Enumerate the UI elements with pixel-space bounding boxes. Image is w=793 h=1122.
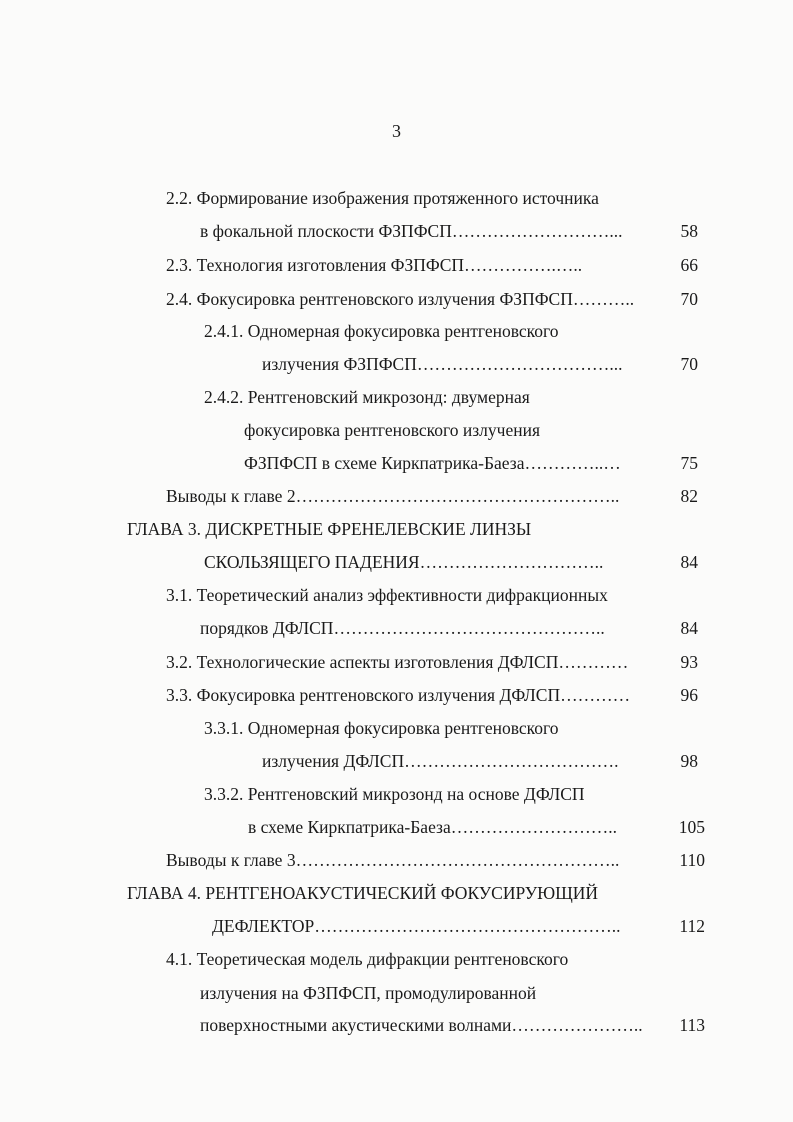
toc-line [0, 385, 793, 409]
toc-entry-text: 2.4. Фокусировка рентгеновского излучения ФЗПФСП……….. [166, 289, 635, 309]
toc-entry-text: 3.2. Технологические аспекты изготовления ДФЛСП………… [166, 652, 629, 672]
toc-page-number: 93 [680, 652, 698, 672]
toc-line [0, 352, 793, 376]
toc-entry-text: фокусировка рентгеновского излучения [244, 420, 540, 440]
toc-entry-text: 3.3. Фокусировка рентгеновского излучения ДФЛСП………… [166, 685, 631, 705]
toc-page-number: 98 [680, 751, 698, 771]
toc-entry-text: 2.4.1. Одномерная фокусировка рентгеновского [204, 321, 559, 341]
toc-page-number: 58 [680, 221, 698, 241]
toc-entry-text: излучения ДФЛСП………………………………. [262, 751, 619, 771]
toc-page-number: 110 [679, 850, 705, 870]
toc-entry-text: в схеме Киркпатрика-Баеза……………………….. [248, 817, 617, 837]
toc-entry-text: 3.3.1. Одномерная фокусировка рентгеновского [204, 718, 559, 738]
toc-page-number: 70 [680, 289, 698, 309]
toc-entry-text: в фокальной плоскости ФЗПФСП………………………... [200, 221, 623, 241]
toc-line [0, 782, 793, 806]
toc-line [0, 287, 793, 311]
toc-entry-text: 4.1. Теоретическая модель дифракции рентгеновского [166, 949, 569, 969]
toc-chapter-heading: ГЛАВА 3. ДИСКРЕТНЫЕ ФРЕНЕЛЕВСКИЕ ЛИНЗЫ [127, 519, 532, 539]
toc-line [0, 186, 793, 210]
toc-page-number: 75 [680, 453, 698, 473]
toc-line [0, 981, 793, 1005]
toc-chapter-heading: СКОЛЬЗЯЩЕГО ПАДЕНИЯ………………………….. [204, 552, 604, 572]
toc-page-number: 105 [678, 817, 705, 837]
toc-line [0, 253, 793, 277]
page-number: 3 [392, 121, 401, 141]
toc-page-number: 84 [680, 618, 698, 638]
toc-entry-text: 2.3. Технология изготовления ФЗПФСП…………….….. [166, 255, 583, 275]
toc-line [0, 219, 793, 243]
toc-line [0, 616, 793, 640]
toc-line [0, 947, 793, 971]
toc-page-number: 82 [680, 486, 698, 506]
toc-line [0, 451, 793, 475]
toc-entry-text: 2.4.2. Рентгеновский микрозонд: двумерная [204, 387, 530, 407]
toc-line [0, 650, 793, 674]
toc-entry-text: излучения ФЗПФСП……………………………... [262, 354, 623, 374]
toc-entry-text: излучения на ФЗПФСП, промодулированной [200, 983, 537, 1003]
toc-line [0, 716, 793, 740]
toc-entry-text: поверхностными акустическими волнами………………….. [200, 1015, 643, 1035]
toc-line [0, 484, 793, 508]
toc-entry-text: 3.1. Теоретический анализ эффективности дифракционных [166, 585, 608, 605]
toc-line [0, 418, 793, 442]
toc-page-number: 66 [680, 255, 698, 275]
toc-line [0, 815, 793, 839]
toc-line [0, 914, 793, 938]
toc-page-number: 112 [679, 916, 705, 936]
toc-line [0, 848, 793, 872]
toc-line [0, 550, 793, 574]
toc-entry-text: Выводы к главе 3……………………………………………….. [166, 850, 620, 870]
toc-entry-text: ФЗПФСП в схеме Киркпатрика-Баеза…………..… [244, 453, 621, 473]
toc-page-number: 84 [680, 552, 698, 572]
toc-entry-text: порядков ДФЛСП……………………………………….. [200, 618, 605, 638]
toc-line [0, 517, 793, 541]
toc-entry-text: Выводы к главе 2……………………………………………….. [166, 486, 620, 506]
toc-chapter-heading: ГЛАВА 4. РЕНТГЕНОАКУСТИЧЕСКИЙ ФОКУСИРУЮЩИЙ [127, 883, 599, 903]
toc-line [0, 749, 793, 773]
toc-line [0, 1013, 793, 1037]
toc-entry-text: 2.2. Формирование изображения протяженного источника [166, 188, 599, 208]
toc-page-number: 96 [680, 685, 698, 705]
toc-line [0, 319, 793, 343]
toc-chapter-heading: ДЕФЛЕКТОР…………………………………………….. [212, 916, 621, 936]
toc-line [0, 683, 793, 707]
toc-page-number: 113 [679, 1015, 705, 1035]
toc-line [0, 583, 793, 607]
toc-page-number: 70 [680, 354, 698, 374]
toc-line [0, 881, 793, 905]
toc-entry-text: 3.3.2. Рентгеновский микрозонд на основе ДФЛСП [204, 784, 585, 804]
